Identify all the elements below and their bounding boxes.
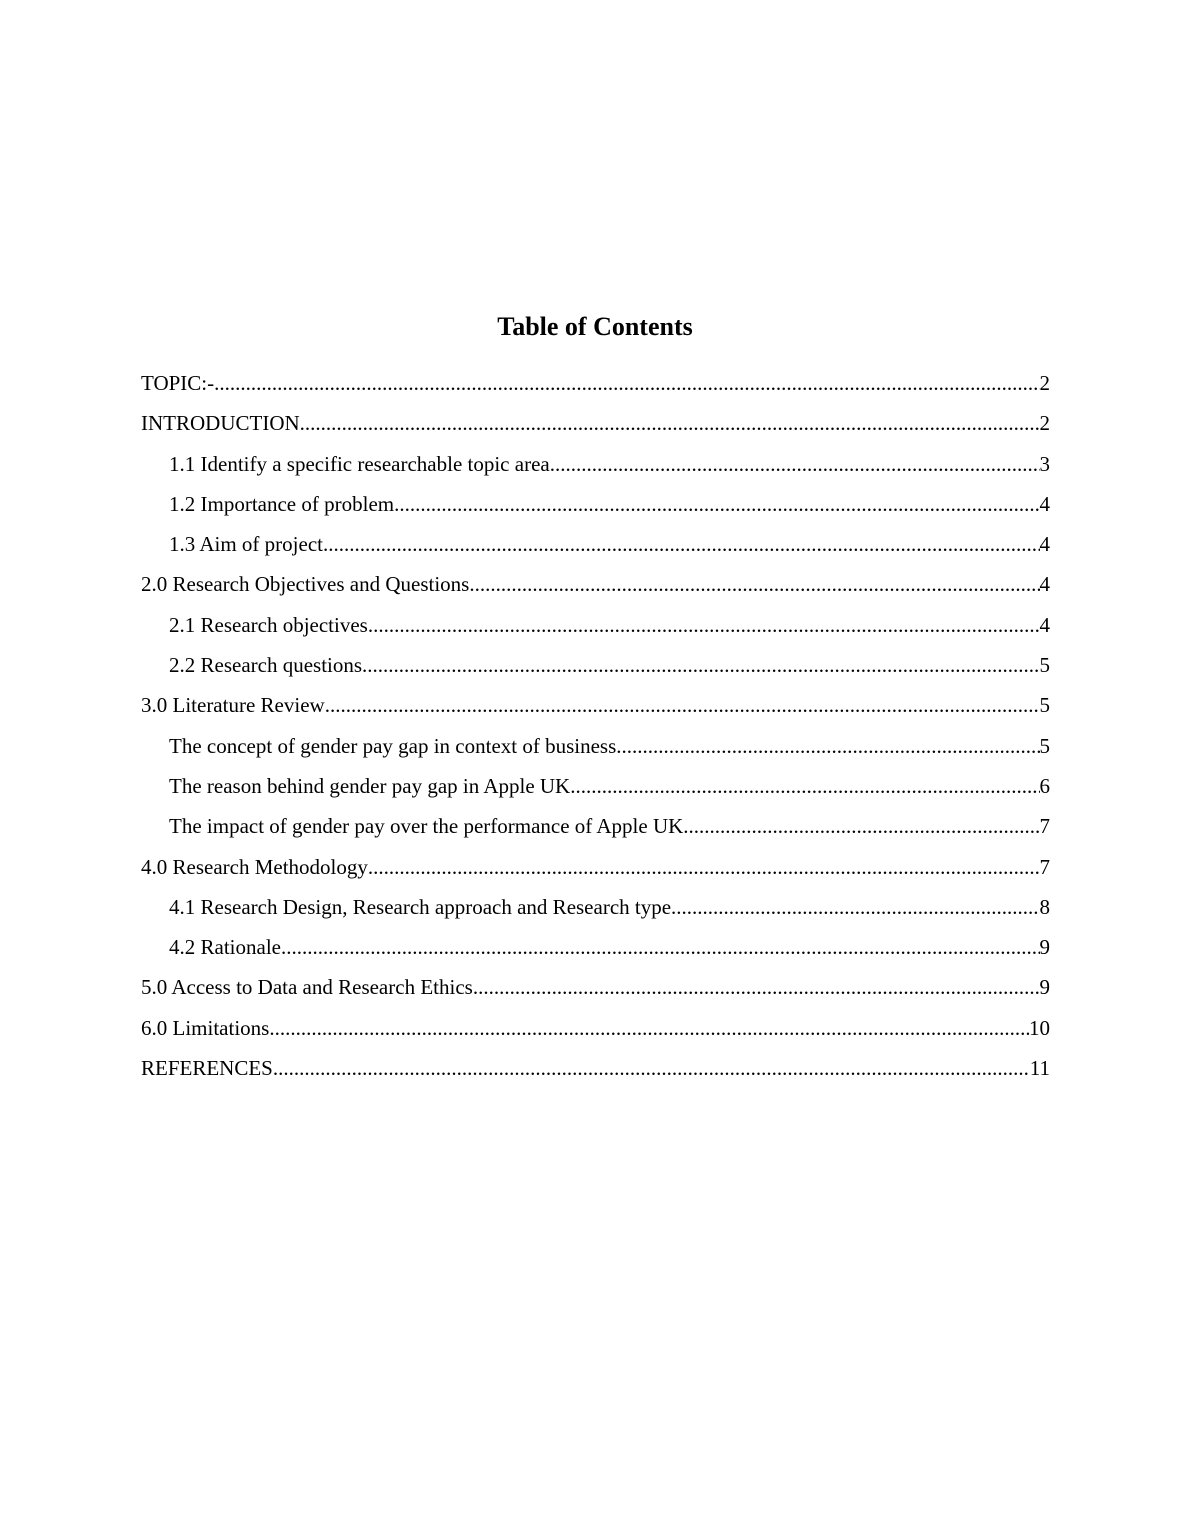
toc-entry-text: 2.2 Research questions bbox=[169, 653, 363, 678]
toc-entry[interactable] bbox=[141, 690, 1050, 730]
toc-entry-text: 1.1 Identify a specific researchable topic area bbox=[169, 451, 550, 476]
toc-entry-text: The concept of gender pay gap in context of business bbox=[169, 733, 617, 758]
toc-page-number: 4 bbox=[1039, 572, 1050, 597]
toc-page-number: 7 bbox=[1039, 814, 1050, 839]
toc-entry[interactable] bbox=[141, 650, 1050, 690]
toc-entry-text: 4.1 Research Design, Research approach and Research type bbox=[169, 894, 672, 919]
toc-dot-leader bbox=[214, 368, 1039, 398]
toc-dot-leader bbox=[300, 408, 1040, 438]
toc-dot-leader bbox=[281, 932, 1040, 962]
toc-page-number: 6 bbox=[1039, 773, 1050, 798]
toc-page-number: 4 bbox=[1039, 491, 1050, 516]
toc-page-number: 8 bbox=[1039, 894, 1050, 919]
toc-entry-text: 1.3 Aim of project bbox=[169, 532, 323, 557]
toc-entry[interactable] bbox=[141, 811, 1050, 851]
toc-entry-text: 6.0 Limitations bbox=[141, 1015, 270, 1040]
toc-entry[interactable] bbox=[141, 408, 1050, 448]
toc-entry-text: 4.0 Research Methodology bbox=[141, 854, 368, 879]
toc-entry[interactable] bbox=[141, 892, 1050, 932]
toc-dot-leader bbox=[473, 972, 1040, 1002]
toc-page-number: 5 bbox=[1039, 733, 1050, 758]
toc-entry-text: 4.2 Rationale bbox=[169, 935, 281, 960]
toc-page-number: 4 bbox=[1039, 612, 1050, 637]
toc-entry[interactable] bbox=[141, 1053, 1050, 1093]
toc-dot-leader bbox=[616, 731, 1039, 761]
toc-entry-text: 3.0 Literature Review bbox=[141, 693, 325, 718]
toc-entry[interactable] bbox=[141, 972, 1050, 1012]
toc-dot-leader bbox=[273, 1053, 1030, 1083]
toc-entry-text: The impact of gender pay over the performance of Apple UK bbox=[169, 814, 684, 839]
toc-page-number: 10 bbox=[1029, 1015, 1050, 1040]
toc-dot-leader bbox=[323, 529, 1040, 559]
toc-entry[interactable] bbox=[141, 489, 1050, 529]
toc-page-number: 5 bbox=[1039, 653, 1050, 678]
toc-dot-leader bbox=[269, 1013, 1029, 1043]
toc-entry-text: 1.2 Importance of problem bbox=[169, 491, 395, 516]
toc-page-number: 2 bbox=[1039, 411, 1050, 436]
table-of-contents bbox=[141, 368, 1050, 1093]
toc-page-number: 4 bbox=[1039, 532, 1050, 557]
toc-entry[interactable] bbox=[141, 368, 1050, 408]
toc-entry[interactable] bbox=[141, 1013, 1050, 1053]
toc-dot-leader bbox=[368, 852, 1040, 882]
toc-entry-text: 5.0 Access to Data and Research Ethics bbox=[141, 975, 473, 1000]
toc-page-number: 11 bbox=[1029, 1056, 1050, 1081]
toc-dot-leader bbox=[469, 569, 1039, 599]
toc-entry[interactable] bbox=[141, 731, 1050, 771]
toc-entry[interactable] bbox=[141, 852, 1050, 892]
toc-page-number: 9 bbox=[1039, 935, 1050, 960]
toc-dot-leader bbox=[570, 771, 1039, 801]
toc-entry-text: INTRODUCTION bbox=[141, 411, 300, 436]
toc-page-number: 7 bbox=[1039, 854, 1050, 879]
toc-dot-leader bbox=[325, 690, 1040, 720]
toc-entry[interactable] bbox=[141, 610, 1050, 650]
toc-entry[interactable] bbox=[141, 449, 1050, 489]
toc-dot-leader bbox=[362, 650, 1039, 680]
toc-page-number: 3 bbox=[1039, 451, 1050, 476]
toc-entry-text: REFERENCES bbox=[141, 1056, 273, 1081]
toc-dot-leader bbox=[394, 489, 1039, 519]
toc-entry-text: TOPIC:- bbox=[141, 371, 215, 395]
toc-entry-text: The reason behind gender pay gap in Apple UK bbox=[169, 773, 571, 798]
toc-page-number: 9 bbox=[1039, 975, 1050, 1000]
toc-dot-leader bbox=[683, 811, 1039, 841]
toc-dot-leader bbox=[550, 449, 1040, 479]
toc-title: Table of Contents bbox=[497, 312, 693, 341]
toc-entry[interactable] bbox=[141, 771, 1050, 811]
toc-entry-text: 2.1 Research objectives bbox=[169, 612, 368, 637]
toc-dot-leader bbox=[671, 892, 1039, 922]
toc-entry[interactable] bbox=[141, 932, 1050, 972]
toc-page-number: 2 bbox=[1039, 371, 1050, 395]
toc-entry[interactable] bbox=[141, 569, 1050, 609]
toc-entry[interactable] bbox=[141, 529, 1050, 569]
toc-dot-leader bbox=[368, 610, 1040, 640]
toc-entry-text: 2.0 Research Objectives and Questions bbox=[141, 572, 470, 597]
toc-page-number: 5 bbox=[1039, 693, 1050, 718]
